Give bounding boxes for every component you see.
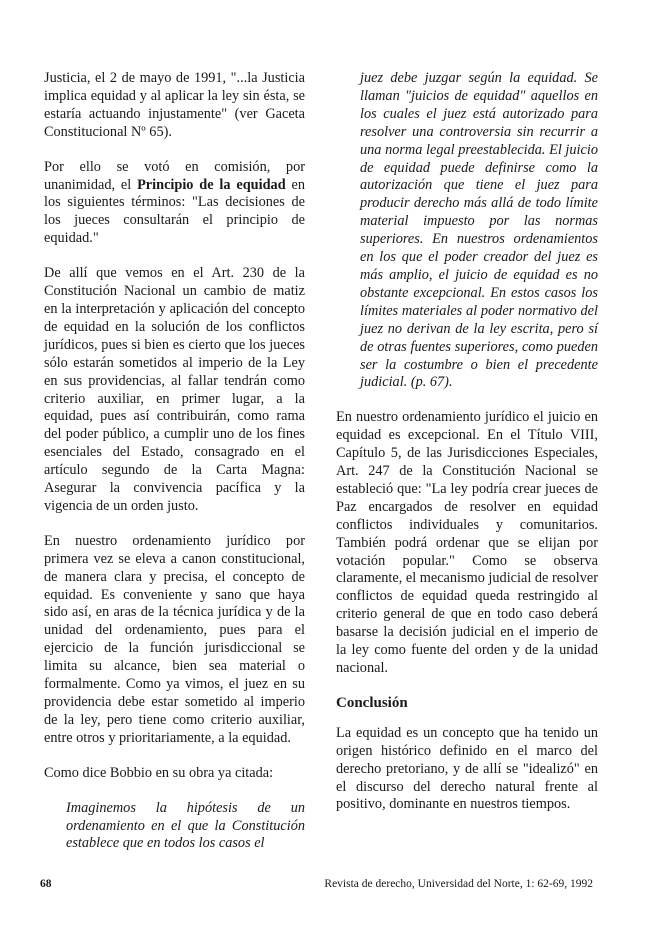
paragraph: De allí que vemos en el Art. 230 de la Constitución Nacional un cambio de matiz en la interpretación y aplicación del concepto de equidad en la solución de los conflictos jurídicos, pues si bien es cierto que los jueces sólo estarán sometidos al imperio de la Ley en sus providencias, al fallar tendrán como criterio auxiliar, en primer lugar, a la equidad, pues así contribuirán, como rama del poder público, a cumplir uno de los fines esenciales del Estado, consagrado en el artículo segundo de la Carta Magna: Asegurar la convivencia pacífica y la vigencia de un orden justo. bbox=[44, 265, 305, 514]
paragraph: En nuestro ordenamiento jurídico por primera vez se eleva a canon constitucional, de manera clara y precisa, el concepto de equidad. Es conveniente y sano que haya sido así, en aras de la técnica jurídica y de la unidad del ordenamiento, pues para el ejercicio de la función jurisdiccional se limita su alcance, bien sea material o formalmente. Como ya vimos, el juez en su providencia debe estar sometido al imperio de la ley, pero tiene como criterio auxiliar, entre otros y prioritariamente, a la equidad. bbox=[44, 532, 305, 746]
block-quote: Imaginemos la hipótesis de un ordenamiento en el que la Constitución establece que en todos los casos el bbox=[66, 799, 305, 852]
section-heading: Conclusión bbox=[336, 694, 408, 711]
paragraph: Justicia, el 2 de mayo de 1991, "...la Justicia implica equidad y al aplicar la ley sin ésta, se estaría actuando injustamente" (ver Gaceta Constitucional Nº 65). bbox=[44, 70, 305, 140]
left-column bbox=[44, 70, 305, 870]
paragraph-text: en los siguientes términos: "Las decisiones de los jueces consultarán el principio de equidad." bbox=[44, 176, 305, 247]
paragraph: Como dice Bobbio en su obra ya citada: bbox=[44, 764, 274, 781]
paragraph bbox=[44, 159, 305, 249]
page-number: 68 bbox=[40, 878, 52, 890]
bold-term: Principio de la equidad bbox=[137, 176, 286, 193]
paragraph-text: Por ello se votó en comisión, por unanimidad, el bbox=[44, 158, 305, 193]
right-column bbox=[336, 70, 598, 831]
block-quote: juez debe juzgar según la equidad. Se llaman "juicios de equidad" aquellos en los cuales el juez está autorizado para resolver una controversia sin recurrir a una norma legal preestablecida. El juicio de equidad puede definirse como la autorización que tiene el juez para producir derecho más allá de todo límite material impuesto por las normas superiores. En nuestros ordenamientos en los que el poder creador del juez es más amplio, el juicio de equidad es no obstante excepcional. En estos casos los límites materiales al poder normativo del juez no derivan de la ley escrita, pero sí de otras fuentes superiores, como pueden ser la costumbre o bien el precedente judicial. (p. 67). bbox=[360, 70, 598, 391]
journal-citation: Revista de derecho, Universidad del Norte, 1: 62-69, 1992 bbox=[324, 878, 593, 890]
page-footer bbox=[40, 878, 593, 890]
paragraph: En nuestro ordenamiento jurídico el juicio en equidad es excepcional. En el Título VIII, Capítulo 5, de las Jurisdicciones Especiales, Art. 247 de la Constitución Nacional se estableció que: "La ley podría crear jueces de Paz encargados de resolver en equidad conflictos individuales y comunitarios. También podrá ordenar que se elijan por votación popular." Como se observa claramente, el mecanismo judicial de resolver conflictos de equidad queda restringido al criterio general de que en todo caso deberá basarse la decisión judicial en el imperio de la ley como fuente del orden y de la unidad nacional. bbox=[336, 409, 598, 676]
paragraph: La equidad es un concepto que ha tenido un origen histórico definido en el marco del derecho pretoriano, y de allí se "idealizó" en el discurso del derecho natural frente al positivo, dominante en nuestros tiempos. bbox=[336, 724, 598, 813]
